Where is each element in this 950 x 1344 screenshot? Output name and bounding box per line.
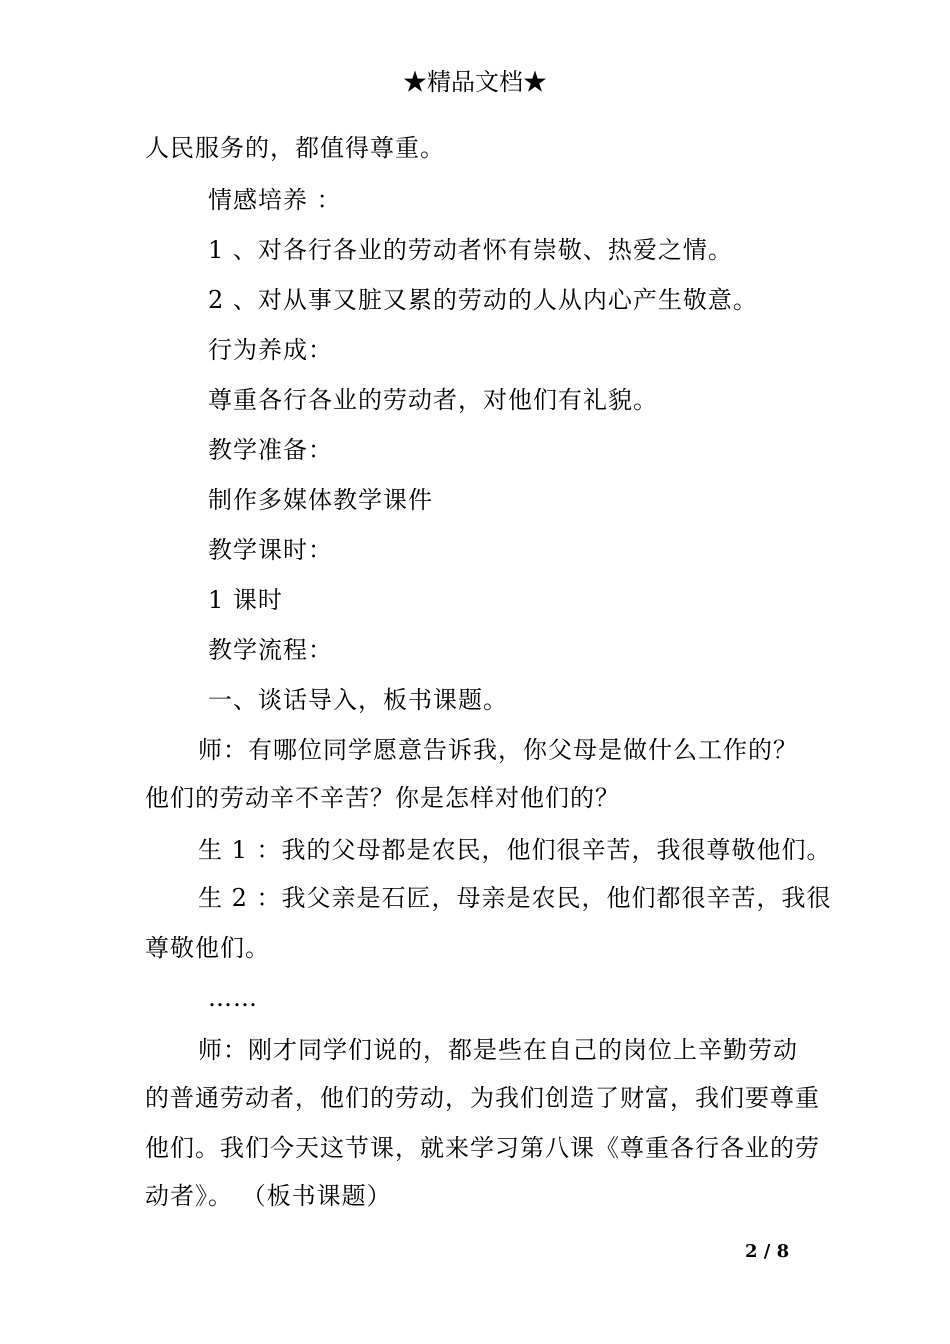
text-line: 人民服务的，都值得尊重。 xyxy=(145,134,445,162)
text-line: 制作多媒体教学课件 xyxy=(208,486,433,514)
text-line: 行为养成： xyxy=(208,336,333,364)
page-header: ★精品文档★ xyxy=(403,68,547,96)
text-line: 的普通劳动者，他们的劳动，为我们创造了财富，我们要尊重 xyxy=(145,1084,820,1112)
text-line: 教学流程： xyxy=(208,636,333,664)
text-line: 生 2 ：我父亲是石匠，母亲是农民，他们都很辛苦，我很 xyxy=(198,884,832,912)
text-line: 他们的劳动辛不辛苦？你是怎样对他们的？ xyxy=(145,784,620,812)
text-line: 1 、对各行各业的劳动者怀有崇敬、热爱之情。 xyxy=(208,236,733,264)
text-line: 尊敬他们。 xyxy=(145,934,270,962)
text-line: 教学准备： xyxy=(208,436,333,464)
text-line: 他们。我们今天这节课，就来学习第八课《尊重各行各业的劳 xyxy=(145,1134,820,1162)
text-line: 情感培养 ： xyxy=(208,186,342,214)
text-line: 师：刚才同学们说的，都是些在自己的岗位上辛勤劳动 xyxy=(198,1036,798,1064)
text-line: 师：有哪位同学愿意告诉我，你父母是做什么工作的？ xyxy=(198,736,798,764)
page-number: 2 / 8 xyxy=(745,1241,790,1262)
text-line: 2 、对从事又脏又累的劳动的人从内心产生敬意。 xyxy=(208,286,758,314)
text-line: 动者》。 （板书课题） xyxy=(145,1182,392,1210)
text-line: 尊重各行各业的劳动者，对他们有礼貌。 xyxy=(208,386,658,414)
text-line: 一、谈话导入，板书课题。 xyxy=(208,686,508,714)
text-line: 教学课时： xyxy=(208,536,333,564)
text-line: 1 课时 xyxy=(208,586,283,614)
text-line: …… xyxy=(208,984,258,1012)
text-line: 生 1 ：我的父母都是农民，他们很辛苦，我很尊敬他们。 xyxy=(198,836,832,864)
